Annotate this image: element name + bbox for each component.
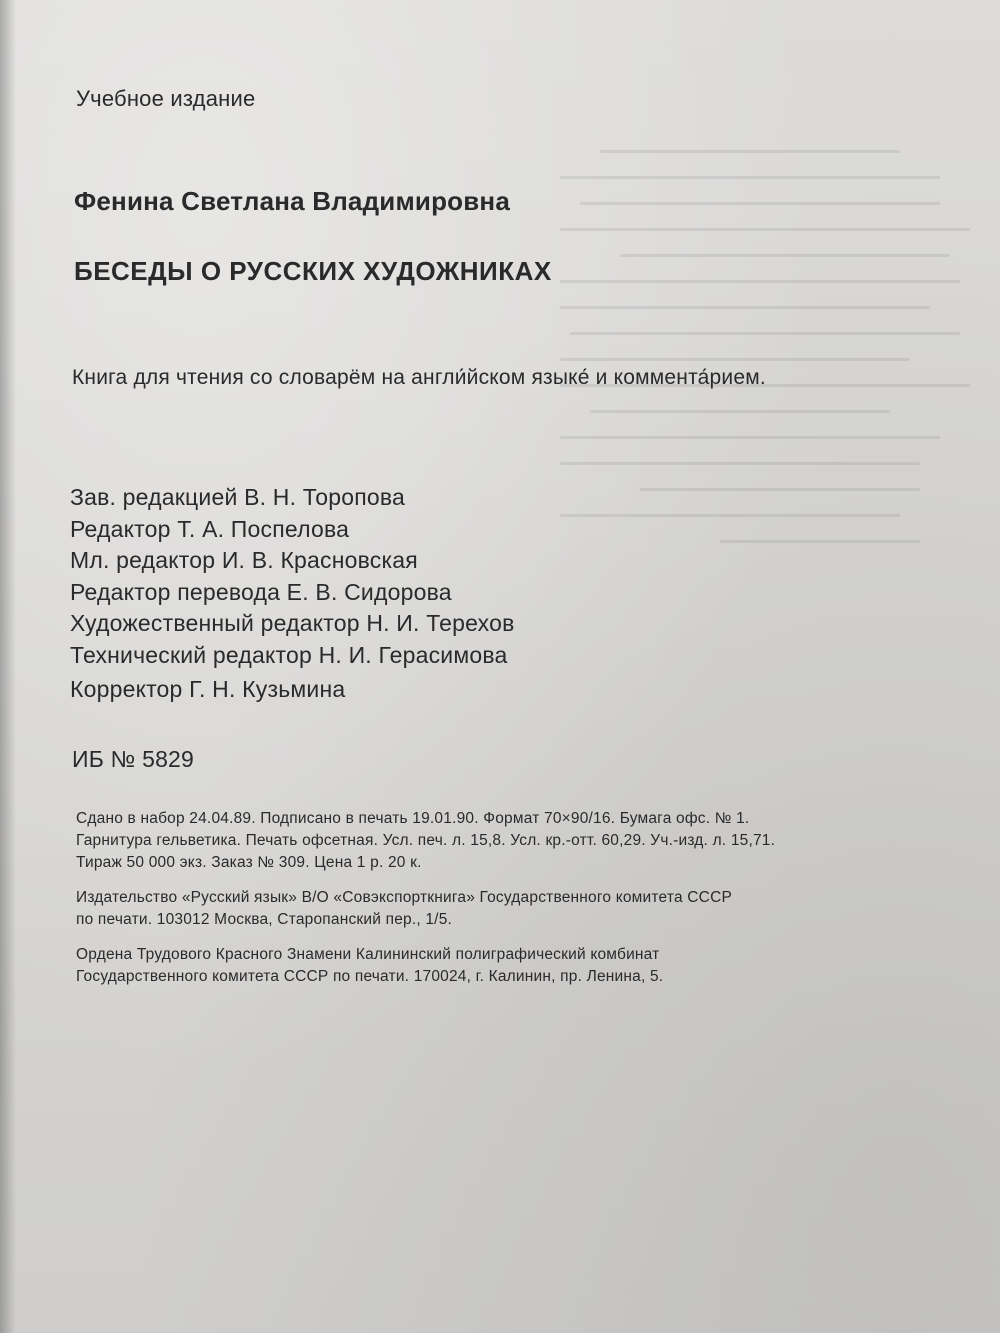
printer-info-line: Ордена Трудового Красного Знамени Калининский полиграфический комбинат bbox=[76, 946, 660, 963]
publisher-info-block bbox=[76, 887, 732, 931]
staff-line: Редактор Т. А. Поспелова bbox=[70, 515, 350, 542]
staff-line: Корректор Г. Н. Кузьмина bbox=[70, 676, 346, 702]
edition-type: Учебное издание bbox=[76, 86, 256, 111]
staff-line: Зав. редакцией В. Н. Торопова bbox=[70, 484, 406, 510]
publisher-info-line: по печати. 103012 Москва, Старопанский пер., 1/5. bbox=[76, 911, 453, 928]
bleed-through-text bbox=[560, 150, 1000, 770]
staff-line: Технический редактор Н. И. Герасимова bbox=[70, 641, 508, 668]
printer-info-block bbox=[76, 944, 663, 988]
printer-info-line: Государственного комитета СССР по печати. 170024, г. Калинин, пр. Ленина, 5. bbox=[76, 968, 664, 985]
print-info-block bbox=[76, 808, 775, 874]
staff-line: Художественный редактор Н. И. Терехов bbox=[70, 610, 515, 636]
print-info-line: Сдано в набор 24.04.89. Подписано в печать 19.01.90. Формат 70×90/16. Бумага офс. № 1. bbox=[76, 810, 750, 827]
book-subtitle: Книга для чтения со словарём на англи́йском языке́ и коммента́рием. bbox=[72, 366, 766, 389]
ib-number: ИБ № 5829 bbox=[72, 746, 195, 772]
staff-line: Редактор перевода Е. В. Сидорова bbox=[70, 578, 452, 605]
editorial-staff-list bbox=[70, 482, 515, 706]
print-info-line: Гарнитура гельветика. Печать офсетная. Усл. печ. л. 15,8. Усл. кр.-отт. 60,29. Уч.-изд. л. 15,71. bbox=[76, 832, 776, 849]
book-title: БЕСЕДЫ О РУССКИХ ХУДОЖНИКАХ bbox=[74, 256, 552, 286]
print-info-line: Тираж 50 000 экз. Заказ № 309. Цена 1 р. 20 к. bbox=[76, 854, 422, 871]
staff-line: Мл. редактор И. В. Красновская bbox=[70, 547, 418, 573]
page-binding-shadow bbox=[0, 0, 16, 1333]
publisher-info-line: Издательство «Русский язык» В/О «Совэкспорткнига» Государственного комитета СССР bbox=[76, 889, 732, 906]
author-name: Фенина Светлана Владимировна bbox=[74, 186, 510, 216]
